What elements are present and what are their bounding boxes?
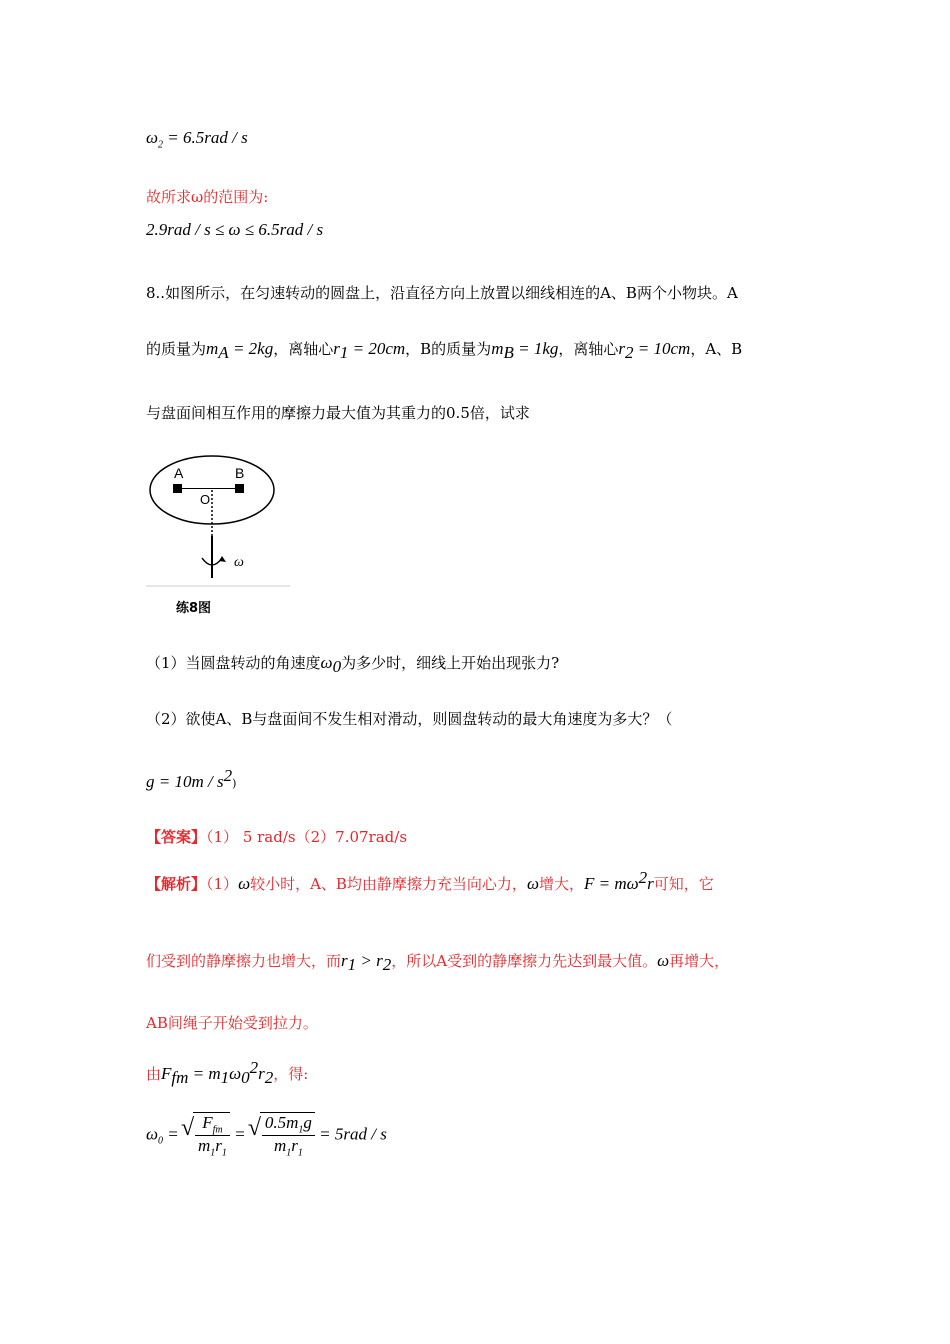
range-intro: 故所求ω的范围为: [146,188,269,206]
final-equation: $\omega_0$ = √ $\frac{F_{fm}}{m_1r_1}$ = √ $\frac{0.5m_1g}{m_1r_1}$ = 5rad / s [146,1112,387,1159]
problem-line-3: 与盘面间相互作用的摩擦力最大值为其重力的0.5倍，试求 [146,404,530,422]
fraction-2: √ $\frac{0.5m_1g}{m_1r_1}$ [262,1113,315,1159]
analysis-line-2: 们受到的静摩擦力也增大，而$r_1 > r_2$，所以A受到的静摩擦力先达到最大值。ω再增大， [146,951,730,974]
question-1: （1）当圆盘转动的角速度$\omega_0$为多少时，细线上开始出现张力? [146,653,560,676]
problem-line-1: 8..如图所示，在匀速转动的圆盘上，沿直径方向上放置以细线相连的A、B两个小物块。A [146,284,738,302]
disk-diagram [146,452,294,624]
range-equation: 2.9rad / s ≤ ω ≤ 6.5rad / s [146,220,324,239]
analysis-line-4: 由$F_{fm} = m_1\omega_0^2r_2$，得: [146,1058,309,1087]
analysis-line-3: AB间绳子开始受到拉力。 [146,1014,318,1032]
rotating-disk-figure [146,452,294,624]
analysis-tag: 【解析】 [146,875,207,893]
question-2: （2）欲使A、B与盘面间不发生相对滑动，则圆盘转动的最大角速度为多大？（ [146,710,673,728]
block-b [235,484,244,493]
figure-caption: 练8图 [176,601,212,616]
fraction-1: √ $\frac{F_{fm}}{m_1r_1}$ [195,1113,230,1159]
answer-line [146,826,407,847]
g-equation: $g = 10m / s^2$) [146,766,237,791]
label-b: B [235,465,245,481]
label-o: O [200,492,211,507]
problem-line-2: 的质量为$m_A = 2kg$，离轴心$r_1 = 20cm$，B的质量为$m_B = 1kg$，离轴心$r_2 = 10cm$，A、B [146,339,743,362]
omega2-equation: $\omega_2 = 6.5rad / s$ [146,128,248,151]
sqrt-1 [193,1112,230,1159]
answer-tag: 【答案】 [146,828,207,846]
answer-text: （1） 5 rad/s（2）7.07rad/s [206,828,408,846]
block-a [173,484,182,493]
sqrt-2 [260,1112,315,1159]
rotation-arrowhead [219,556,226,562]
label-a: A [174,465,184,481]
analysis-line-1: 【解析】（1）ω较小时，A、B均由静摩擦力充当向心力，ω增大，$F = m\omega^2r$可知，它 [146,868,714,893]
label-omega: ω [234,555,244,570]
